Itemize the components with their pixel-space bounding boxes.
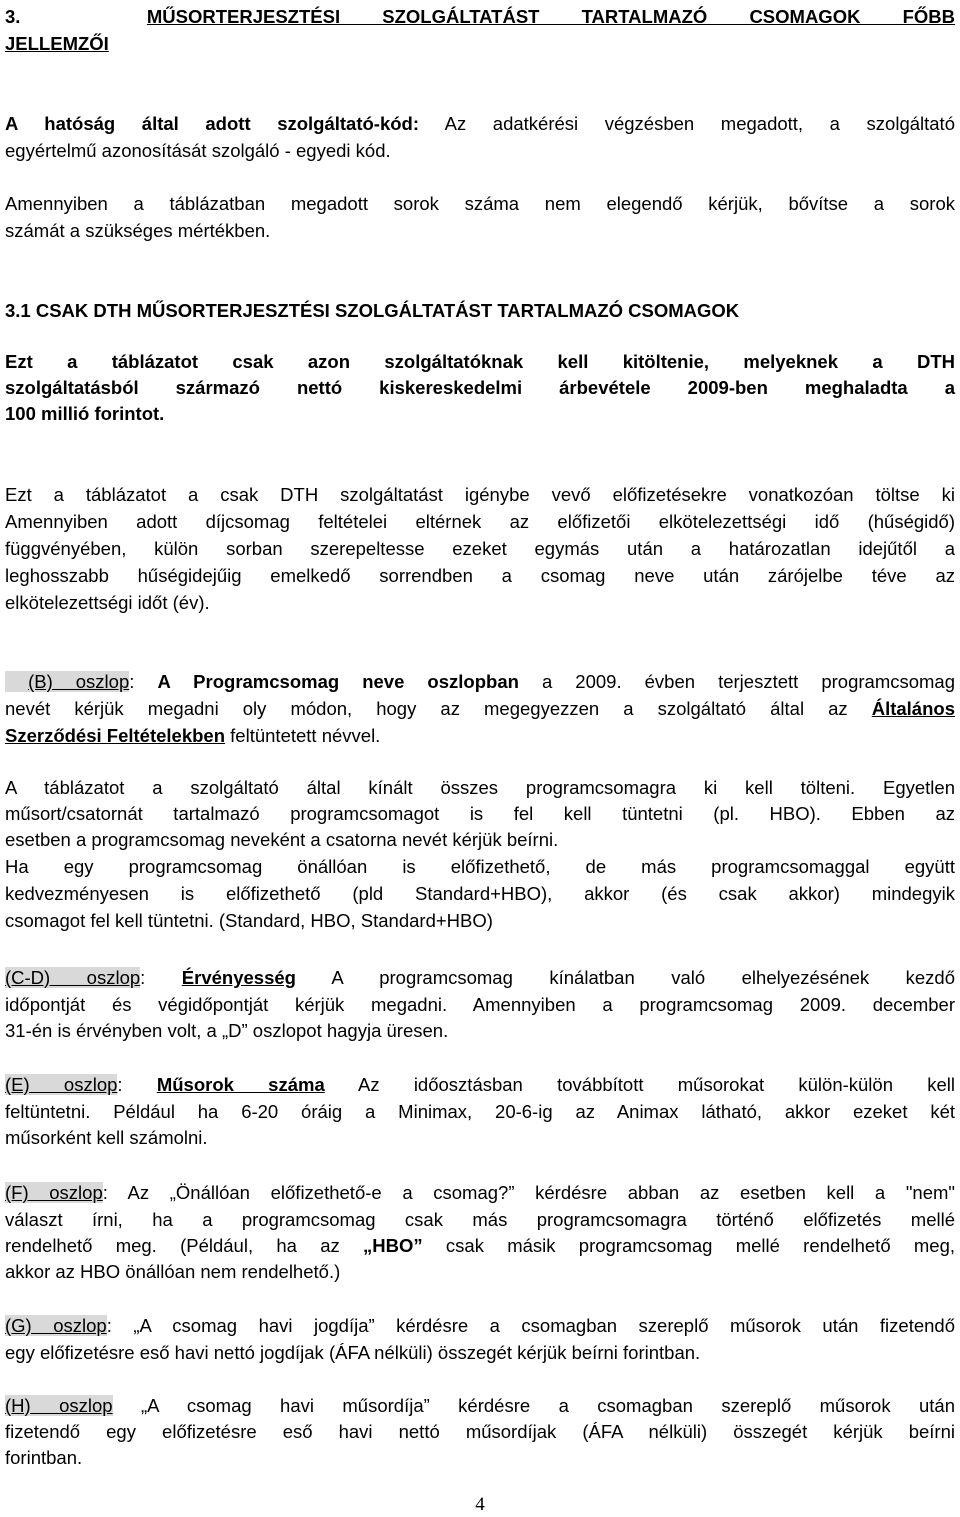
col-h-line-2: fizetendő egy előfizetésre eső havi nettó műsordíjak (ÁFA nélküli) összegét kérjük beírni <box>5 1421 955 1442</box>
col-f-line-1: (F) oszlop: Az „Önállóan előfizethető-e a csomag?” kérdésre abban az esetben kell a "nem" <box>5 1182 955 1203</box>
subsection-heading: 3.1 CSAK DTH MŰSORTERJESZTÉSI SZOLGÁLTATÁST TARTALMAZÓ CSOMAGOK <box>5 300 740 321</box>
col-h-label: (H) oszlop <box>5 1395 113 1416</box>
dth-para-line-4: leghosszabb hűségidejűig emelkedő sorrendben a csomag neve után zárójelbe téve az <box>5 565 955 586</box>
col-g-line-2: egy előfizetésre eső havi nettó jogdíjak (ÁFA nélküli) összegét kérjük beírni forintban. <box>5 1342 701 1363</box>
col-b-more-line-2: műsort/csatornát tartalmazó programcsomagot is fel kell tüntetni (pl. HBO). Ebben az <box>5 803 955 824</box>
dth-para-line-3: függvényében, külön sorban szerepeltesse ezeket egymás után a határozatlan idejűtől a <box>5 538 955 559</box>
col-g-label: (G) oszlop <box>5 1315 107 1336</box>
dth-para-line-1: Ezt a táblázatot a csak DTH szolgáltatást igénybe vevő előfizetésekre vonatkozóan töltse ki <box>5 484 955 505</box>
col-cd-line-1: (C-D) oszlop: Érvényesség A programcsomag kínálatban való elhelyezésének kezdő <box>5 967 956 988</box>
col-f-line-4: akkor az HBO önállóan nem rendelhető.) <box>5 1261 341 1282</box>
col-f-line-2: választ írni, ha a programcsomag csak más programcsomagra történő előfizetés mellé <box>5 1209 955 1230</box>
dth-requirement-line-2: szolgáltatásból származó nettó kiskereskedelmi árbevétele 2009-ben meghaladta a <box>5 377 955 398</box>
col-b-more-line-6: csomagot fel kell tüntetni. (Standard, HBO, Standard+HBO) <box>5 910 493 931</box>
section-heading-line-2: JELLEMZŐI <box>5 33 109 54</box>
dth-para-line-5: elkötelezettségi időt (év). <box>5 592 210 613</box>
page-number: 4 <box>475 1494 485 1515</box>
col-e-line-1: (E) oszlop: Műsorok száma Az időosztásban továbbított műsorokat külön-külön kell <box>5 1074 956 1095</box>
col-b-line-3: Szerződési Feltételekben feltüntetett névvel. <box>5 725 381 746</box>
col-cd-line-3: 31-én is érvényben volt, a „D” oszlopot hagyja üresen. <box>5 1020 449 1041</box>
col-b-more-line-5: kedvezményesen is előfizethető (pld Standard+HBO), akkor (és csak akkor) mindegyik <box>5 883 955 904</box>
section-heading-line-1: 3. MŰSORTERJESZTÉSI SZOLGÁLTATÁST TARTALMAZÓ CSOMAGOK FŐBB <box>5 6 955 27</box>
dth-requirement-line-1: Ezt a táblázatot csak azon szolgáltatóknak kell kitöltenie, melyeknek a DTH <box>5 351 955 372</box>
col-h-line-1: (H) oszlop „A csomag havi műsordíja” kérdésre a csomagban szereplő műsorok után <box>5 1395 955 1416</box>
col-f-label: (F) oszlop <box>5 1182 103 1203</box>
col-b-more-line-3: esetben a programcsomag neveként a csatorna nevét kérjük beírni. <box>5 829 559 850</box>
col-h-line-3: forintban. <box>5 1447 83 1468</box>
col-b-label: (B) oszlop <box>5 671 129 692</box>
service-code-line-2: egyértelmű azonosítását szolgáló - egyedi kód. <box>5 140 391 161</box>
col-e-line-2: feltüntetni. Például ha 6-20 óráig a Minimax, 20-6-ig az Animax látható, akkor ezeket két <box>5 1101 955 1122</box>
col-b-line-2: nevét kérjük megadni oly módon, hogy az megegyezzen a szolgáltató által az Általános <box>5 698 955 719</box>
col-b-line-1: (B) oszlop: A Programcsomag neve oszlopban a 2009. évben terjesztett programcsomag <box>5 670 955 695</box>
col-b-more-line-4: Ha egy programcsomag önállóan is előfizethető, de más programcsomaggal együtt <box>5 856 955 877</box>
dth-requirement-line-3: 100 millió forintot. <box>5 403 165 424</box>
rows-note-line-2: számát a szükséges mértékben. <box>5 220 271 241</box>
col-f-line-3: rendelhető meg. (Például, ha az „HBO” csak másik programcsomag mellé rendelhető meg, <box>5 1235 955 1256</box>
col-g-line-1: (G) oszlop: „A csomag havi jogdíja” kérdésre a csomagban szereplő műsorok után fizetendő <box>5 1315 955 1336</box>
col-cd-label: (C-D) oszlop <box>5 967 141 988</box>
rows-note-line-1: Amennyiben a táblázatban megadott sorok száma nem elegendő kérjük, bővítse a sorok <box>5 193 955 214</box>
service-code-line-1: A hatóság által adott szolgáltató-kód: Az adatkérési végzésben megadott, a szolgáltató <box>5 113 955 134</box>
dth-para-line-2: Amennyiben adott díjcsomag feltételei eltérnek az előfizetői elkötelezettségi idő (hűségidő) <box>5 511 955 532</box>
col-e-line-3: műsorként kell számolni. <box>5 1127 208 1148</box>
col-b-more-line-1: A táblázatot a szolgáltató által kínált összes programcsomagra ki kell tölteni. Egyetlen <box>5 777 955 798</box>
document-page <box>5 0 955 1517</box>
col-e-label: (E) oszlop <box>5 1074 118 1095</box>
col-cd-line-2: időpontját és végidőpontját kérjük megadni. Amennyiben a programcsomag 2009. december <box>5 994 955 1015</box>
